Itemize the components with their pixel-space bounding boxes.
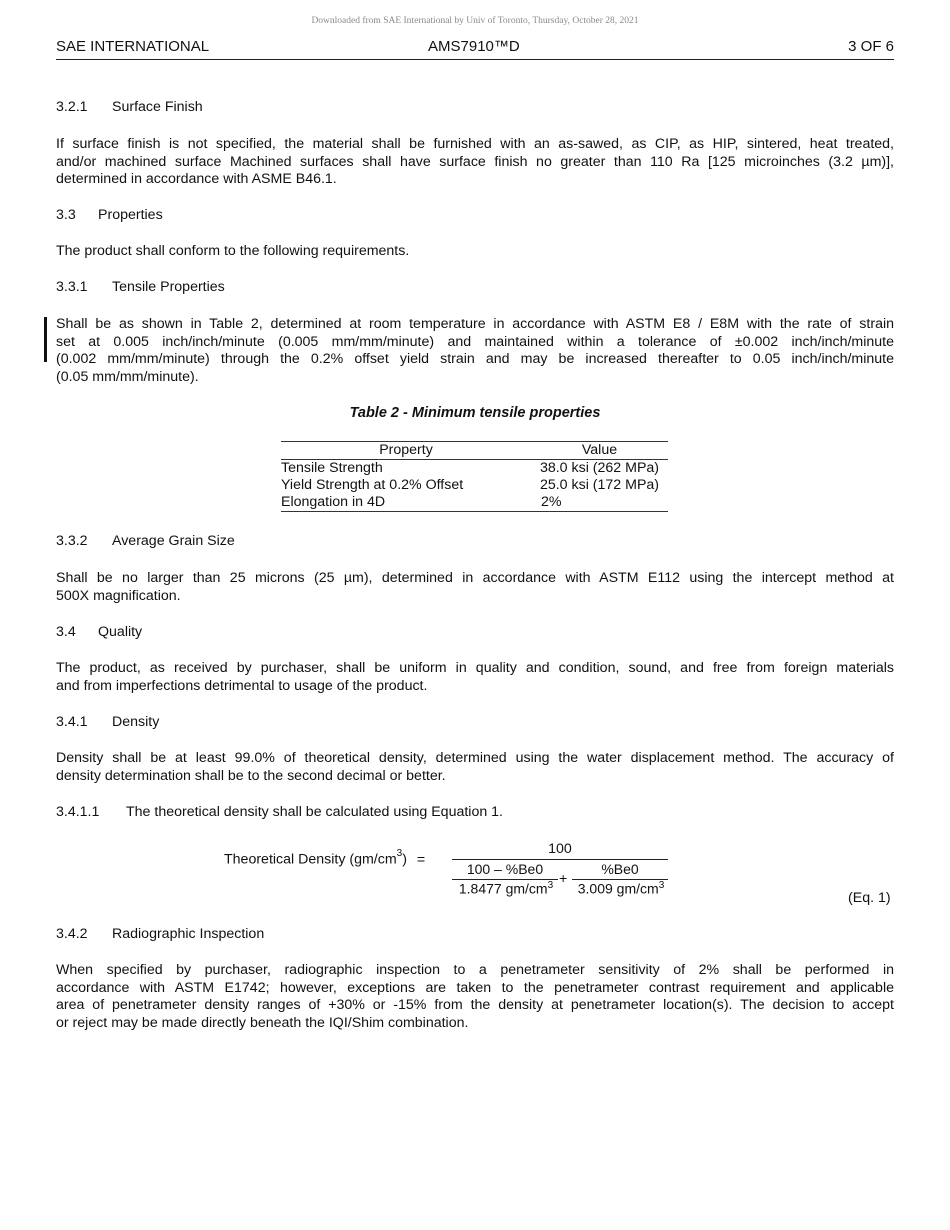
section-number: 3.4.1.1 (56, 804, 100, 820)
table-cell: 38.0 ksi (262 MPa) (539, 460, 660, 476)
section-title: Quality (98, 624, 143, 640)
section-number: 3.4.2 (56, 926, 88, 942)
term2-denominator-text: 3.009 gm/cm (577, 880, 659, 897)
heading-tensile-properties (56, 279, 225, 295)
section-number: 3.3.2 (56, 533, 88, 549)
term2-numerator: %Be0 (601, 861, 639, 877)
paragraph-radiographic-inspection (56, 962, 894, 1032)
paragraph-theoretical-density (56, 804, 503, 820)
equation-label (224, 850, 425, 868)
equation-numerator: 100 (548, 841, 572, 857)
text-line: The product shall conform to the following requirements. (56, 243, 410, 259)
equation-number: (Eq. 1) (848, 890, 891, 906)
header-doc-number: AMS7910™D (428, 38, 520, 55)
table-caption: Table 2 - Minimum tensile properties (349, 405, 601, 421)
section-number: 3.3.1 (56, 279, 88, 295)
heading-density (56, 714, 159, 730)
section-number: 3.4 (56, 624, 76, 640)
section-title: Average Grain Size (112, 533, 235, 549)
equation-equals: = (416, 851, 426, 868)
term1-numerator: 100 – %Be0 (466, 861, 544, 877)
text-line: density determination shall be to the second decimal or better. (56, 767, 446, 784)
section-title: Surface Finish (112, 99, 203, 115)
heading-quality (56, 624, 142, 640)
text-line: When specified by purchaser, radiographic inspection to a penetrameter sensitivity of 2% shall be performed in (56, 962, 894, 978)
table-cell: Yield Strength at 0.2% Offset (281, 477, 464, 493)
section-title: Properties (98, 207, 163, 223)
term1-denominator-text: 1.8477 gm/cm (458, 880, 548, 897)
section-title: Radiographic Inspection (112, 926, 265, 942)
term1-denominator-exponent: 3 (547, 880, 554, 891)
paragraph-surface-finish (56, 136, 894, 189)
header-publisher: SAE INTERNATIONAL (56, 38, 210, 55)
column-header-property: Property (281, 442, 531, 460)
download-notice: Downloaded from SAE International by Univ of Toronto, Thursday, October 28, 2021 (311, 16, 639, 26)
text-line: set at 0.005 inch/inch/minute (0.005 mm/mm/minute) and maintained within a tolerance of ±0.002 inch/inch/minute (56, 333, 894, 350)
section-number: 3.3 (56, 207, 76, 223)
text-line: If surface finish is not specified, the material shall be furnished with an as-sawed, as CIP, as HIP, sintered, heat treated, (56, 136, 894, 152)
paragraph-tensile-properties (56, 316, 894, 386)
term2-denominator (572, 880, 670, 897)
paragraph-grain-size (56, 570, 894, 605)
table-cell: Tensile Strength (281, 460, 383, 476)
text-line: and/or machined surface Machined surfaces shall have surface finish no greater than 110 Ra [125 microinches (3.2 µm)], (56, 153, 894, 170)
table-row (281, 477, 668, 494)
table-cell: 2% (531, 494, 668, 512)
section-number: 3.4.1 (56, 714, 88, 730)
equation-label-close: ) (402, 851, 407, 868)
term1-denominator (452, 880, 560, 897)
paragraph-properties (56, 243, 894, 261)
header-rule (56, 59, 894, 60)
equation-label-text: Theoretical Density (gm/cm (224, 851, 397, 868)
paragraph-density (56, 750, 894, 785)
equation-plus: + (559, 871, 568, 887)
text-line: 500X magnification. (56, 587, 181, 604)
table-row (281, 494, 668, 512)
table-header-row (281, 442, 668, 460)
heading-average-grain-size (56, 533, 235, 549)
text-line: Shall be as shown in Table 2, determined at room temperature in accordance with ASTM E8 / E8M with the rate of strain (56, 316, 894, 332)
column-header-value: Value (531, 442, 668, 460)
term2-denominator-exponent: 3 (658, 880, 665, 891)
text-line: area of penetrameter density ranges of +30% or -15% from the density at penetrameter location(s). The decision to accept (56, 997, 894, 1013)
heading-radiographic-inspection (56, 926, 264, 942)
text-line: Density shall be at least 99.0% of theoretical density, determined using the water displacement method. The accuracy of (56, 750, 894, 766)
text-line: (0.05 mm/mm/minute). (56, 368, 199, 385)
paragraph-quality (56, 660, 894, 695)
equation-label-exponent: 3 (396, 848, 403, 859)
section-number: 3.2.1 (56, 99, 88, 115)
table-cell: Elongation in 4D (281, 494, 531, 512)
section-title: Density (112, 714, 160, 730)
main-fraction-bar (452, 859, 668, 860)
section-title: Tensile Properties (112, 279, 225, 295)
table-cell: 25.0 ksi (172 MPa) (539, 477, 660, 493)
text-line: accordance with ASTM E1742; however, exceptions are taken to the penetrameter contrast requirement and applicable (56, 979, 894, 996)
text-line: Shall be no larger than 25 microns (25 µm), determined in accordance with ASTM E112 using the intercept method at (56, 570, 894, 586)
table-row (281, 460, 668, 478)
text-line: determined in accordance with ASME B46.1. (56, 171, 337, 187)
header-page-number: 3 OF 6 (848, 38, 894, 55)
heading-surface-finish (56, 99, 203, 115)
text-line: (0.002 mm/mm/minute) through the 0.2% offset yield strain and may be increased thereafter to 0.05 inch/inch/minute (56, 351, 894, 367)
text-line: or reject may be made directly beneath the IQI/Shim combination. (56, 1014, 469, 1031)
heading-properties (56, 207, 163, 223)
tensile-properties-table (281, 441, 668, 512)
text-line: The product, as received by purchaser, shall be uniform in quality and condition, sound, and free from foreign materials (56, 660, 894, 676)
text-line: and from imperfections detrimental to usage of the product. (56, 677, 428, 694)
paragraph-text: The theoretical density shall be calculated using Equation 1. (126, 804, 503, 820)
revision-change-bar (44, 317, 47, 362)
